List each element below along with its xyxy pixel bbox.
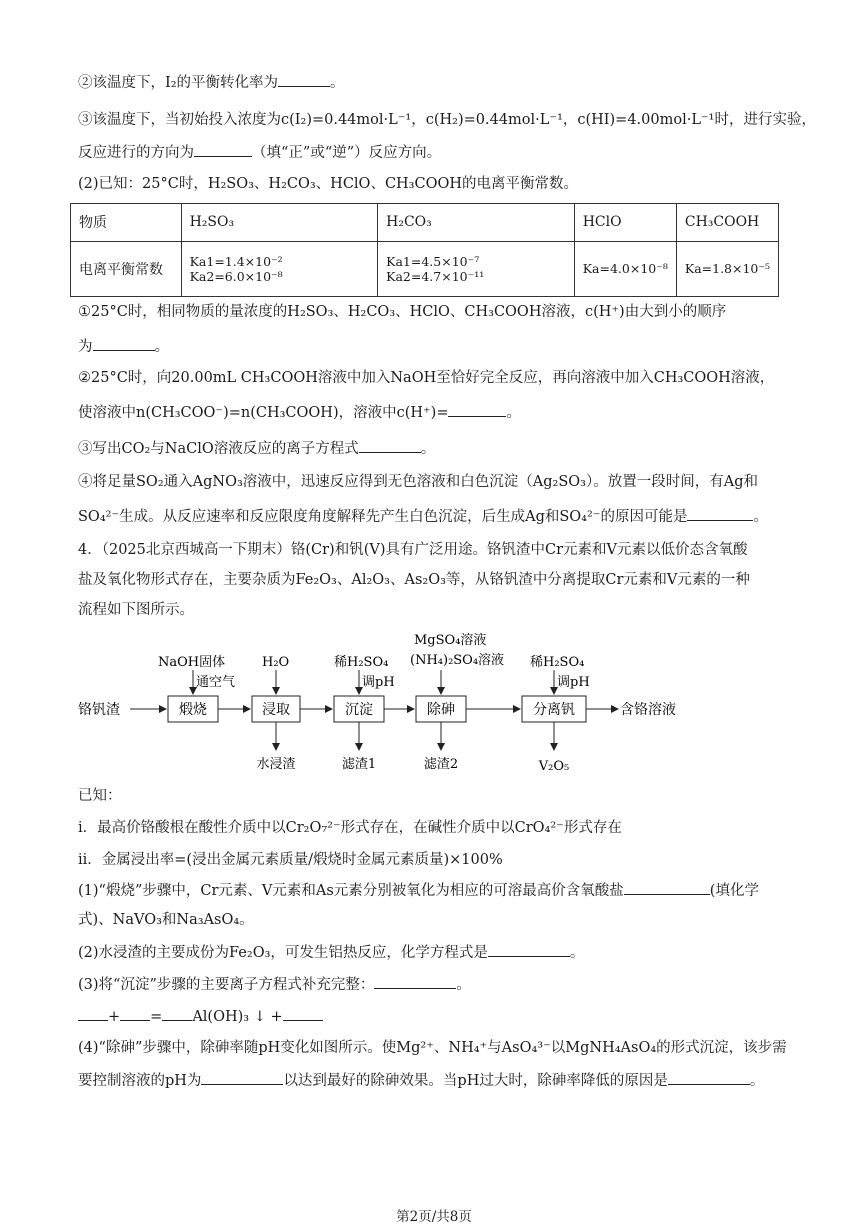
ionization-constant-table — [70, 203, 779, 297]
question-line — [78, 302, 726, 322]
table-cell: CH₃COOH — [676, 204, 778, 242]
question-line — [78, 600, 194, 620]
text: ③该温度下，当初始投入浓度为c(I₂)=0.44mol·L⁻¹，c(H₂)=0.44mol·L⁻¹，c(HI)=4.00mol·L⁻¹时，进行实验， — [78, 112, 816, 128]
table-row — [71, 241, 779, 296]
flow-input-note: 通空气 — [196, 675, 236, 690]
question-line — [78, 336, 169, 357]
question-line — [78, 1038, 787, 1058]
table-cell: HClO — [574, 204, 676, 242]
flow-step-label: 除砷 — [427, 702, 455, 718]
question-line — [78, 974, 471, 995]
flow-input-label: NaOH固体 — [158, 655, 226, 670]
answer-blank[interactable] — [624, 880, 710, 895]
question-line — [78, 880, 759, 901]
flow-output-label: 滤渣1 — [341, 757, 377, 772]
text: (4)“除砷”步骤中，除砷率随pH变化如图所示。使Mg²⁺、NH₄⁺与AsO₄³⁻以MgNH₄AsO₄的形式沉淀，该步需 — [78, 1040, 787, 1056]
text: 反应进行的方向为 — [78, 145, 194, 161]
question-line — [78, 110, 816, 130]
question-line — [78, 1070, 764, 1091]
question-line — [78, 570, 750, 590]
text: 。 — [749, 1073, 765, 1089]
question-line — [78, 818, 622, 838]
table-row — [71, 204, 779, 242]
text: i．最高价铬酸根在酸性介质中以Cr₂O₇²⁻形式存在，在碱性介质中以CrO₄²⁻形式存在 — [78, 820, 622, 836]
question-line — [78, 368, 774, 388]
question-line — [78, 438, 435, 459]
text: 已知： — [78, 788, 122, 804]
question-line — [78, 472, 758, 492]
answer-blank[interactable] — [120, 1006, 150, 1021]
text: SO₄²⁻生成。从反应速率和反应限度角度解释先产生白色沉淀，后生成Ag和SO₄²⁻的原因可能是 — [78, 509, 688, 525]
flow-input-note: 调pH — [557, 675, 590, 690]
question-line — [78, 174, 578, 194]
text: ②25°C时，向20.00mL CH₃COOH溶液中加入NaOH至恰好完全反应，再向溶液中加入CH₃COOH溶液， — [78, 370, 775, 386]
flow-input-note: 调pH — [362, 675, 395, 690]
flow-end-label: 含铬溶液 — [620, 702, 676, 718]
question-line — [78, 142, 441, 163]
text: (2)水浸渣的主要成份为Fe₂O₃，可发生铝热反应，化学方程式是 — [78, 945, 488, 961]
answer-blank[interactable] — [194, 142, 252, 157]
flow-input-label: 稀H₂SO₄ — [334, 655, 389, 670]
text: ①25°C时，相同物质的量浓度的H₂SO₃、H₂CO₃、HClO、CH₃COOH溶液，c(H⁺)由大到小的顺序 — [78, 304, 727, 320]
flow-step-label: 浸取 — [262, 702, 290, 718]
table-cell: Ka1=4.5×10⁻⁷ Ka2=4.7×10⁻¹¹ — [378, 241, 575, 296]
flow-input-label: MgSO₄溶液 — [414, 633, 487, 648]
answer-blank[interactable] — [283, 1006, 323, 1021]
text: 。 — [456, 977, 471, 993]
flow-output-label: 滤渣2 — [423, 757, 459, 772]
flow-output-label: 水浸渣 — [256, 757, 296, 772]
answer-blank[interactable] — [374, 974, 456, 989]
flow-output-label: V₂O₅ — [538, 759, 570, 774]
answer-blank[interactable] — [687, 506, 753, 521]
question-line — [78, 850, 503, 870]
text: ii．金属浸出率=(浸出金属元素质量/煅烧时金属元素质量)×100% — [78, 852, 503, 868]
answer-blank[interactable] — [488, 942, 570, 957]
answer-blank[interactable] — [278, 72, 330, 87]
text: 。 — [506, 405, 521, 421]
answer-blank[interactable] — [93, 336, 155, 351]
question-line — [78, 402, 521, 423]
table-cell: Ka=4.0×10⁻⁸ — [574, 241, 676, 296]
flow-input-label: (NH₄)₂SO₄溶液 — [410, 653, 505, 668]
answer-blank[interactable] — [201, 1070, 283, 1085]
table-cell: 物质 — [71, 204, 182, 242]
text: ③写出CO₂与NaClO溶液反应的离子方程式 — [78, 441, 359, 457]
answer-blank[interactable] — [78, 1006, 108, 1021]
flow-input-label: H₂O — [262, 655, 290, 670]
question-line — [78, 72, 345, 93]
text: (1)“煅烧”步骤中，Cr元素、V元素和As元素分别被氧化为相应的可溶最高价含氧酸盐 — [78, 883, 624, 899]
process-flow-diagram — [78, 628, 718, 778]
text: 。 — [569, 945, 585, 961]
text: 。 — [154, 339, 169, 355]
flow-step-label: 分离钒 — [533, 702, 575, 718]
text: 以达到最好的除砷效果。当pH过大时，除砷率降低的原因是 — [283, 1073, 668, 1089]
page-number: 第2页/共8页 — [396, 1209, 472, 1225]
text: (填化学 — [709, 883, 759, 899]
answer-blank[interactable] — [448, 402, 506, 417]
question-line — [78, 540, 748, 560]
text: Al(OH)₃ ↓ + — [192, 1009, 283, 1025]
flow-start-label: 铬钒渣 — [78, 702, 120, 718]
flow-input-label: 稀H₂SO₄ — [530, 655, 585, 670]
table-cell: 电离平衡常数 — [71, 241, 182, 296]
text: (3)将“沉淀”步骤的主要离子方程式补充完整： — [78, 977, 375, 993]
text: ④将足量SO₂通入AgNO₃溶液中，迅速反应得到无色溶液和白色沉淀（Ag₂SO₃）。放置一段时间，有Ag和 — [78, 474, 758, 490]
flow-step-label: 煅烧 — [179, 702, 207, 718]
flow-step-label: 沉淀 — [345, 702, 373, 718]
text: + — [108, 1009, 121, 1025]
table-cell: H₂SO₃ — [181, 204, 378, 242]
text: = — [150, 1009, 163, 1025]
question-line — [78, 910, 254, 930]
table-cell: Ka1=1.4×10⁻² Ka2=6.0×10⁻⁸ — [181, 241, 378, 296]
answer-blank[interactable] — [162, 1006, 192, 1021]
text: 。 — [420, 441, 436, 457]
text: （填“正”或“逆”）反应方向。 — [252, 145, 442, 161]
table-cell: Ka=1.8×10⁻⁵ — [676, 241, 778, 296]
table-cell: H₂CO₃ — [378, 204, 575, 242]
text: (2)已知：25°C时，H₂SO₃、H₂CO₃、HClO、CH₃COOH的电离平衡常数。 — [78, 176, 579, 192]
question-line — [78, 942, 584, 963]
text: 盐及氧化物形式存在，主要杂质为Fe₂O₃、Al₂O₃、As₂O₃等，从铬钒渣中分离提取Cr元素和V元素的一种 — [78, 572, 750, 588]
text: 。 — [330, 75, 345, 91]
question-line — [78, 786, 122, 806]
text: 。 — [753, 509, 768, 525]
text: 要控制溶液的pH为 — [78, 1073, 202, 1089]
equation-line — [78, 1006, 323, 1027]
text: 式)、NaVO₃和Na₃AsO₄。 — [78, 912, 254, 928]
answer-blank[interactable] — [668, 1070, 750, 1085]
text: 4．（2025北京西城高一下期末）铬(Cr)和钒(V)具有广泛用途。铬钒渣中Cr元素和V元素以低价态含氧酸 — [78, 542, 748, 558]
text: 使溶液中n(CH₃COO⁻)=n(CH₃COOH)，溶液中c(H⁺)= — [78, 405, 449, 421]
question-line — [78, 506, 768, 527]
text: 为 — [78, 339, 93, 355]
answer-blank[interactable] — [359, 438, 421, 453]
text: ②该温度下，I₂的平衡转化率为 — [78, 75, 279, 91]
text: 流程如下图所示。 — [78, 602, 194, 618]
